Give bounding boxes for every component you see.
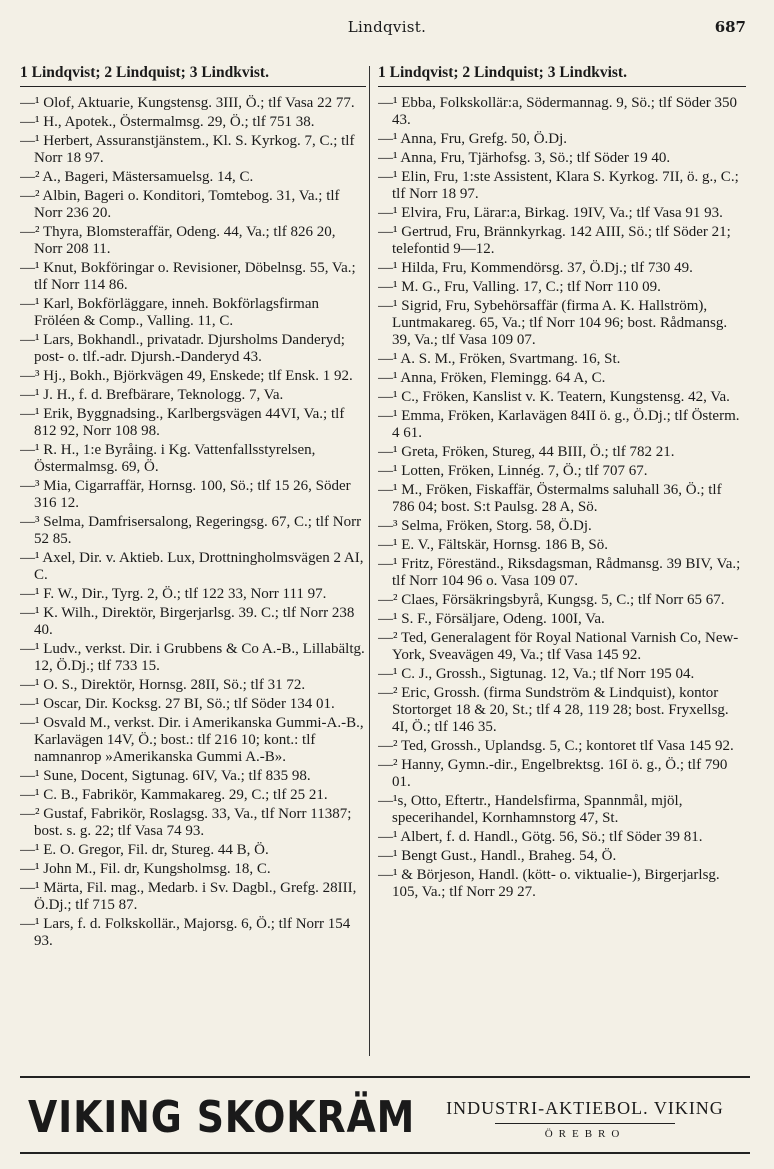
page-number: 687 — [714, 18, 746, 36]
directory-entry: —¹ O. S., Direktör, Hornsg. 28II, Sö.; tlf 31 72. — [20, 677, 306, 693]
footer-top-rule — [20, 1076, 750, 1078]
directory-entry: —¹ J. H., f. d. Brefbärare, Teknologg. 7, Va. — [20, 387, 284, 403]
right-column — [378, 60, 746, 1060]
left-column — [20, 60, 366, 1060]
directory-entry: —¹ Oscar, Dir. Kocksg. 27 BI, Sö.; tlf Söder 134 01. — [20, 696, 335, 712]
directory-entry: —¹ E. V., Fältskär, Hornsg. 186 B, Sö. — [378, 537, 609, 553]
directory-entry: —¹ Hilda, Fru, Kommendörsg. 37, Ö.Dj.; tlf 730 49. — [378, 260, 693, 276]
directory-entry: —¹ E. O. Gregor, Fil. dr, Stureg. 44 B, Ö. — [20, 842, 269, 858]
running-title: Lindqvist. — [347, 18, 427, 36]
directory-entry: —² Ted, Generalagent för Royal National Varnish Co, New-York, Sveavägen 49, Va.; tlf Vasa 145 92. — [378, 630, 739, 663]
directory-entry: —¹ F. W., Dir., Tyrg. 2, Ö.; tlf 122 33, Norr 111 97. — [20, 586, 327, 602]
directory-entry: —¹ Anna, Fru, Grefg. 50, Ö.Dj. — [378, 131, 568, 147]
directory-entry: —¹ Lars, Bokhandl., privatadr. Djursholms Danderyd; post- o. tlf.-adr. Djursh.-Danderyd 43. — [20, 332, 345, 365]
directory-entry: —² Ted, Grossh., Uplandsg. 5, C.; kontoret tlf Vasa 145 92. — [378, 738, 734, 754]
directory-entry: —² Hanny, Gymn.-dir., Engelbrektsg. 16I ö. g., Ö.; tlf 790 01. — [378, 757, 728, 790]
left-column-header: 1 Lindqvist; 2 Lindquist; 3 Lindkvist. — [20, 60, 366, 87]
directory-entry: —³ Selma, Damfrisersalong, Regeringsg. 67, C.; tlf Norr 52 85. — [20, 514, 362, 547]
directory-entry: —² Albin, Bageri o. Konditori, Tomtebog. 31, Va.; tlf Norr 236 20. — [20, 188, 340, 221]
directory-entry: —¹ Herbert, Assuranstjänstem., Kl. S. Kyrkog. 7, C.; tlf Norr 18 97. — [20, 133, 355, 166]
directory-entry: —¹ Fritz, Föreständ., Riksdagsman, Rådmansg. 39 BIV, Va.; tlf Norr 104 96 o. Vasa 109 07. — [378, 556, 741, 589]
right-column-header: 1 Lindqvist; 2 Lindquist; 3 Lindkvist. — [378, 60, 746, 87]
directory-entry: —¹ Anna, Fru, Tjärhofsg. 3, Sö.; tlf Söder 19 40. — [378, 150, 671, 166]
directory-entry: —¹ S. F., Försäljare, Odeng. 100I, Va. — [378, 611, 605, 627]
directory-entry: —¹ Ebba, Folkskollär:a, Södermannag. 9, Sö.; tlf Söder 350 43. — [378, 95, 738, 128]
column-divider — [369, 66, 370, 1056]
running-head — [0, 18, 774, 40]
directory-entry: —¹ Knut, Bokföringar o. Revisioner, Döbelnsg. 55, Va.; tlf Norr 114 86. — [20, 260, 356, 293]
directory-entry: —¹ Märta, Fil. mag., Medarb. i Sv. Dagbl., Grefg. 28III, Ö.Dj.; tlf 715 87. — [20, 880, 357, 913]
directory-entry: —¹ Olof, Aktuarie, Kungstensg. 3III, Ö.; tlf Vasa 22 77. — [20, 95, 355, 111]
footer-advertisement — [0, 1076, 774, 1156]
directory-entry: —¹ John M., Fil. dr, Kungsholmsg. 18, C. — [20, 861, 271, 877]
directory-entry: —¹ Karl, Bokförläggare, inneh. Bokförlagsfirman Fröléen & Comp., Valling. 11, C. — [20, 296, 319, 329]
directory-entry: —¹ R. H., 1:e Byråing. i Kg. Vattenfallsstyrelsen, Östermalmsg. 69, Ö. — [20, 442, 316, 475]
ad-company-name: INDUSTRI-AKTIEBOL. VIKING — [446, 1098, 724, 1118]
footer-bottom-rule — [20, 1152, 750, 1154]
directory-entry: —¹ H., Apotek., Östermalmsg. 29, Ö.; tlf 751 38. — [20, 114, 315, 130]
directory-entry: —¹ Lars, f. d. Folkskollär., Majorsg. 6, Ö.; tlf Norr 154 93. — [20, 916, 351, 949]
directory-entry: —¹ M. G., Fru, Valling. 17, C.; tlf Norr 110 09. — [378, 279, 661, 295]
directory-entry: —¹ Sune, Docent, Sigtunag. 6IV, Va.; tlf 835 98. — [20, 768, 311, 784]
directory-entry: —³ Selma, Fröken, Storg. 58, Ö.Dj. — [378, 518, 592, 534]
directory-entry: —¹ Axel, Dir. v. Aktieb. Lux, Drottningholmsvägen 2 AI, C. — [20, 550, 364, 583]
directory-entry: —¹ Ludv., verkst. Dir. i Grubbens & Co A.-B., Lillabältg. 12, Ö.Dj.; tlf 733 15. — [20, 641, 365, 674]
directory-entry: —¹ K. Wilh., Direktör, Birgerjarlsg. 39. C.; tlf Norr 238 40. — [20, 605, 355, 638]
directory-entry: —¹ Gertrud, Fru, Brännkyrkag. 142 AIII, Sö.; tlf Söder 21; telefontid 9—12. — [378, 224, 731, 257]
directory-entry: —³ Hj., Bokh., Björkvägen 49, Enskede; tlf Ensk. 1 92. — [20, 368, 353, 384]
right-entry-list — [378, 95, 746, 901]
ad-viking-skokram: VIKING SKOKRÄM — [28, 1092, 416, 1143]
directory-entry: —² Claes, Försäkringsbyrå, Kungsg. 5, C.; tlf Norr 65 67. — [378, 592, 725, 608]
directory-entry: —¹ C. B., Fabrikör, Kammakareg. 29, C.; tlf 25 21. — [20, 787, 328, 803]
directory-entry: —³ Mia, Cigarraffär, Hornsg. 100, Sö.; tlf 15 26, Söder 316 12. — [20, 478, 351, 511]
directory-entry: —¹ Sigrid, Fru, Sybehörsaffär (firma A. K. Hallström), Luntmakareg. 65, Va.; tlf Norr 104 96; bost. Rådmansg. 39, Va.; tlf Vasa 109 07. — [378, 298, 728, 348]
directory-entry: —¹ Erik, Byggnadsing., Karlbergsvägen 44VI, Va.; tlf 812 92, Norr 108 98. — [20, 406, 345, 439]
directory-entry: —¹ Emma, Fröken, Karlavägen 84II ö. g., Ö.Dj.; tlf Österm. 4 61. — [378, 408, 740, 441]
left-entry-list — [20, 95, 366, 950]
ad-divider — [495, 1123, 675, 1124]
directory-entry: —² A., Bageri, Mästersamuelsg. 14, C. — [20, 169, 254, 185]
directory-entry: —² Gustaf, Fabrikör, Roslagsg. 33, Va., tlf Norr 11387; bost. s. g. 22; tlf Vasa 74 93. — [20, 806, 352, 839]
ad-city: ÖREBRO — [544, 1128, 626, 1140]
directory-entry: —¹ C. J., Grossh., Sigtunag. 12, Va.; tlf Norr 195 04. — [378, 666, 695, 682]
directory-entry: —¹s, Otto, Eftertr., Handelsfirma, Spannmål, mjöl, specerihandel, Kornhamnstorg 47, St. — [378, 793, 683, 826]
directory-entry: —¹ Bengt Gust., Handl., Braheg. 54, Ö. — [378, 848, 617, 864]
directory-entry: —² Thyra, Blomsteraffär, Odeng. 44, Va.; tlf 826 20, Norr 208 11. — [20, 224, 336, 257]
directory-entry: —¹ Elin, Fru, 1:ste Assistent, Klara S. Kyrkog. 7II, ö. g., C.; tlf Norr 18 97. — [378, 169, 739, 202]
directory-entry: —¹ & Börjeson, Handl. (kött- o. viktualie-), Birgerjarlsg. 105, Va.; tlf Norr 29 27. — [378, 867, 720, 900]
directory-entry: —¹ Osvald M., verkst. Dir. i Amerikanska Gummi-A.-B., Karlavägen 14V, Ö.; bost.: tlf 216 10; kont.: tlf namnanrop »Amerikanska Gummi A.-B». — [20, 715, 364, 765]
directory-entry: —¹ Anna, Fröken, Flemingg. 64 A, C. — [378, 370, 606, 386]
directory-entry: —¹ C., Fröken, Kanslist v. K. Teatern, Kungstensg. 42, Va. — [378, 389, 730, 405]
directory-entry: —¹ Elvira, Fru, Lärar:a, Birkag. 19IV, Va.; tlf Vasa 91 93. — [378, 205, 723, 221]
directory-entry: —¹ A. S. M., Fröken, Svartmang. 16, St. — [378, 351, 621, 367]
directory-entry: —¹ Albert, f. d. Handl., Götg. 56, Sö.; tlf Söder 39 81. — [378, 829, 703, 845]
directory-entry: —¹ Lotten, Fröken, Linnég. 7, Ö.; tlf 707 67. — [378, 463, 648, 479]
ad-company-block — [420, 1098, 750, 1140]
directory-entry: —² Eric, Grossh. (firma Sundström & Lindquist), kontor Stortorget 18 & 20, St.; tlf 4 28, 119 28; bost. Fryxellsg. 4I, Ö.; tlf 146 35. — [378, 685, 729, 735]
directory-entry: —¹ Greta, Fröken, Stureg, 44 BIII, Ö.; tlf 782 21. — [378, 444, 675, 460]
directory-entry: —¹ M., Fröken, Fiskaffär, Östermalms saluhall 36, Ö.; tlf 786 04; bost. S:t Paulsg. 28 A, Sö. — [378, 482, 722, 515]
